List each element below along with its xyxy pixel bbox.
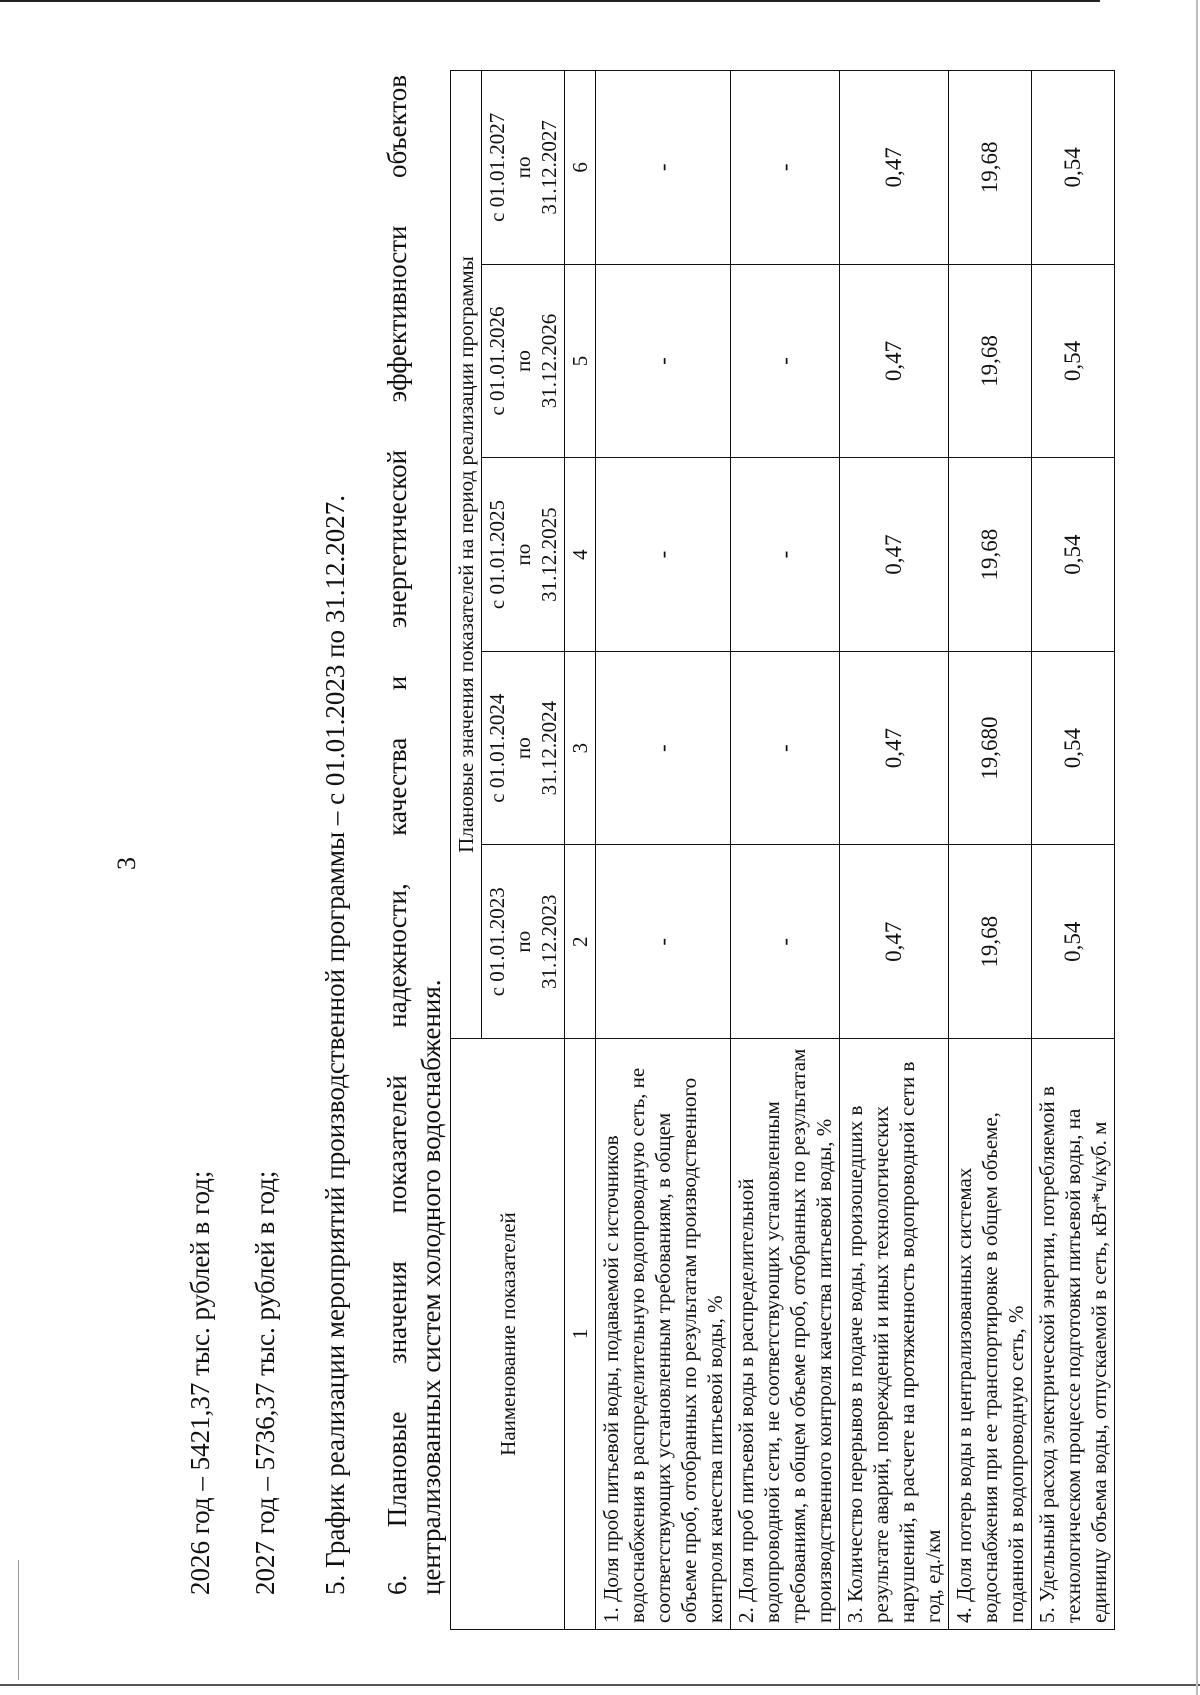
indicator-value: 0,47: [840, 845, 949, 1039]
period-header: [482, 71, 565, 265]
indicator-value: -: [731, 651, 840, 845]
indicator-value: -: [596, 71, 731, 265]
heading-word: Плановые: [382, 1411, 412, 1528]
indicator-value: -: [731, 845, 840, 1039]
indicator-value: -: [596, 264, 731, 458]
heading-word: энергетической: [382, 449, 412, 629]
indicator-name: 1. Доля проб питьевой воды, подаваемой с источников водоснабжения в распределительную водопроводную сеть, не соответствующих установленным требованиям, в общем объеме проб, отобранных по результатам производственного контроля качества питьевой воды, %: [596, 1039, 731, 1630]
indicator-name: 4. Доля потерь воды в централизованных системах водоснабжения при ее транспортировке в общем объеме, поданной в водопроводную сеть, %: [949, 1039, 1032, 1630]
section-6-heading-line2: централизованных систем холодного водоснабжения.: [416, 979, 446, 1595]
column-number: 6: [565, 71, 596, 265]
section-6-heading-line1: [380, 75, 414, 1595]
period-po: по: [511, 737, 535, 760]
text-line-2026: 2026 год – 5421,37 тыс. рублей в год;: [185, 1170, 215, 1595]
table-row: [731, 71, 840, 1630]
period-header: [482, 264, 565, 458]
indicators-table: [450, 70, 1115, 1630]
schedule-line: 5. График реализации мероприятий производственной программы – с 01.01.2023 по 31.12.2027.: [320, 494, 350, 1595]
period-from: с 01.01.2024: [485, 693, 509, 803]
indicator-value: -: [731, 71, 840, 265]
rotated-page: [30, 50, 1180, 1670]
heading-word: эффективности: [382, 225, 412, 403]
indicator-value: -: [596, 651, 731, 845]
period-to: 31.12.2023: [537, 894, 561, 989]
scan-edge-right: [1196, 0, 1198, 1695]
heading-word: показателей: [382, 1075, 412, 1214]
column-number: 5: [565, 264, 596, 458]
scan-edge-bottom: [0, 1684, 1200, 1686]
page-number: 3: [112, 857, 141, 870]
column-number: 1: [565, 1039, 596, 1630]
column-number-row: [565, 71, 596, 1630]
period-from: с 01.01.2023: [485, 887, 509, 997]
period-header: [482, 845, 565, 1039]
column-number: 3: [565, 651, 596, 845]
period-from: с 01.01.2027: [485, 112, 509, 222]
period-po: по: [511, 930, 535, 953]
table-row: [840, 71, 949, 1630]
col-name-header: Наименование показателей: [451, 1039, 565, 1630]
indicator-value: 19,680: [949, 651, 1032, 845]
indicator-value: 0,54: [1032, 264, 1115, 458]
indicator-name: 5. Удельный расход электрической энергии, потребляемой в технологическом процессе подготовки питьевой воды, на единицу объема воды, отпускаемой в сеть, кВт*ч/куб. м: [1032, 1039, 1115, 1630]
indicator-name: 2. Доля проб питьевой воды в распределительной водопроводной сети, не соответствующих установленным требованиям, в общем объеме проб, отобранных по результатам производственного контроля качества питьевой воды, %: [731, 1039, 840, 1630]
period-to: 31.12.2027: [537, 120, 561, 215]
column-number: 2: [565, 845, 596, 1039]
group-header: Плановые значения показателей на период реализации программы: [451, 71, 482, 1039]
table-row: [596, 71, 731, 1630]
indicator-value: 0,47: [840, 651, 949, 845]
indicator-value: 0,47: [840, 71, 949, 265]
indicator-value: 0,54: [1032, 458, 1115, 652]
period-header: [482, 651, 565, 845]
indicator-value: 0,54: [1032, 651, 1115, 845]
heading-word: 6.: [382, 1574, 412, 1595]
indicator-value: 0,47: [840, 264, 949, 458]
scan-edge-left: [18, 1560, 19, 1680]
period-from: с 01.01.2025: [485, 500, 509, 610]
period-to: 31.12.2024: [537, 700, 561, 796]
section-6-heading: [380, 75, 448, 1595]
period-po: по: [511, 156, 535, 179]
heading-word: и: [382, 675, 412, 691]
indicator-value: 19,68: [949, 458, 1032, 652]
indicator-value: -: [596, 845, 731, 1039]
period-po: по: [511, 350, 535, 372]
heading-word: надежности,: [382, 883, 412, 1028]
indicator-value: 0,47: [840, 458, 949, 652]
table-row: [949, 71, 1032, 1630]
table-row: [1032, 71, 1115, 1630]
indicator-value: 19,68: [949, 71, 1032, 265]
indicator-value: -: [731, 458, 840, 652]
heading-word: объектов: [382, 75, 412, 178]
indicator-value: 19,68: [949, 264, 1032, 458]
heading-word: качества: [382, 737, 412, 836]
scan-edge-top: [0, 0, 1100, 2]
indicator-name: 3. Количество перерывов в подаче воды, произошедших в результате аварий, повреждений и иных технологических нарушений, в расчете на протяженность водопроводной сети в год, ед./км: [840, 1039, 949, 1630]
indicator-value: -: [731, 264, 840, 458]
indicator-value: 0,54: [1032, 71, 1115, 265]
period-to: 31.12.2025: [537, 507, 561, 602]
indicator-value: -: [596, 458, 731, 652]
text-line-2027: 2027 год – 5736,37 тыс. рублей в год;: [250, 1170, 280, 1595]
period-to: 31.12.2026: [537, 313, 561, 409]
period-po: по: [511, 543, 535, 566]
indicator-value: 19,68: [949, 845, 1032, 1039]
period-header: [482, 458, 565, 652]
indicator-value: 0,54: [1032, 845, 1115, 1039]
period-from: с 01.01.2026: [485, 306, 509, 416]
heading-word: значения: [382, 1261, 412, 1364]
table-header-row: [451, 71, 482, 1630]
column-number: 4: [565, 458, 596, 652]
